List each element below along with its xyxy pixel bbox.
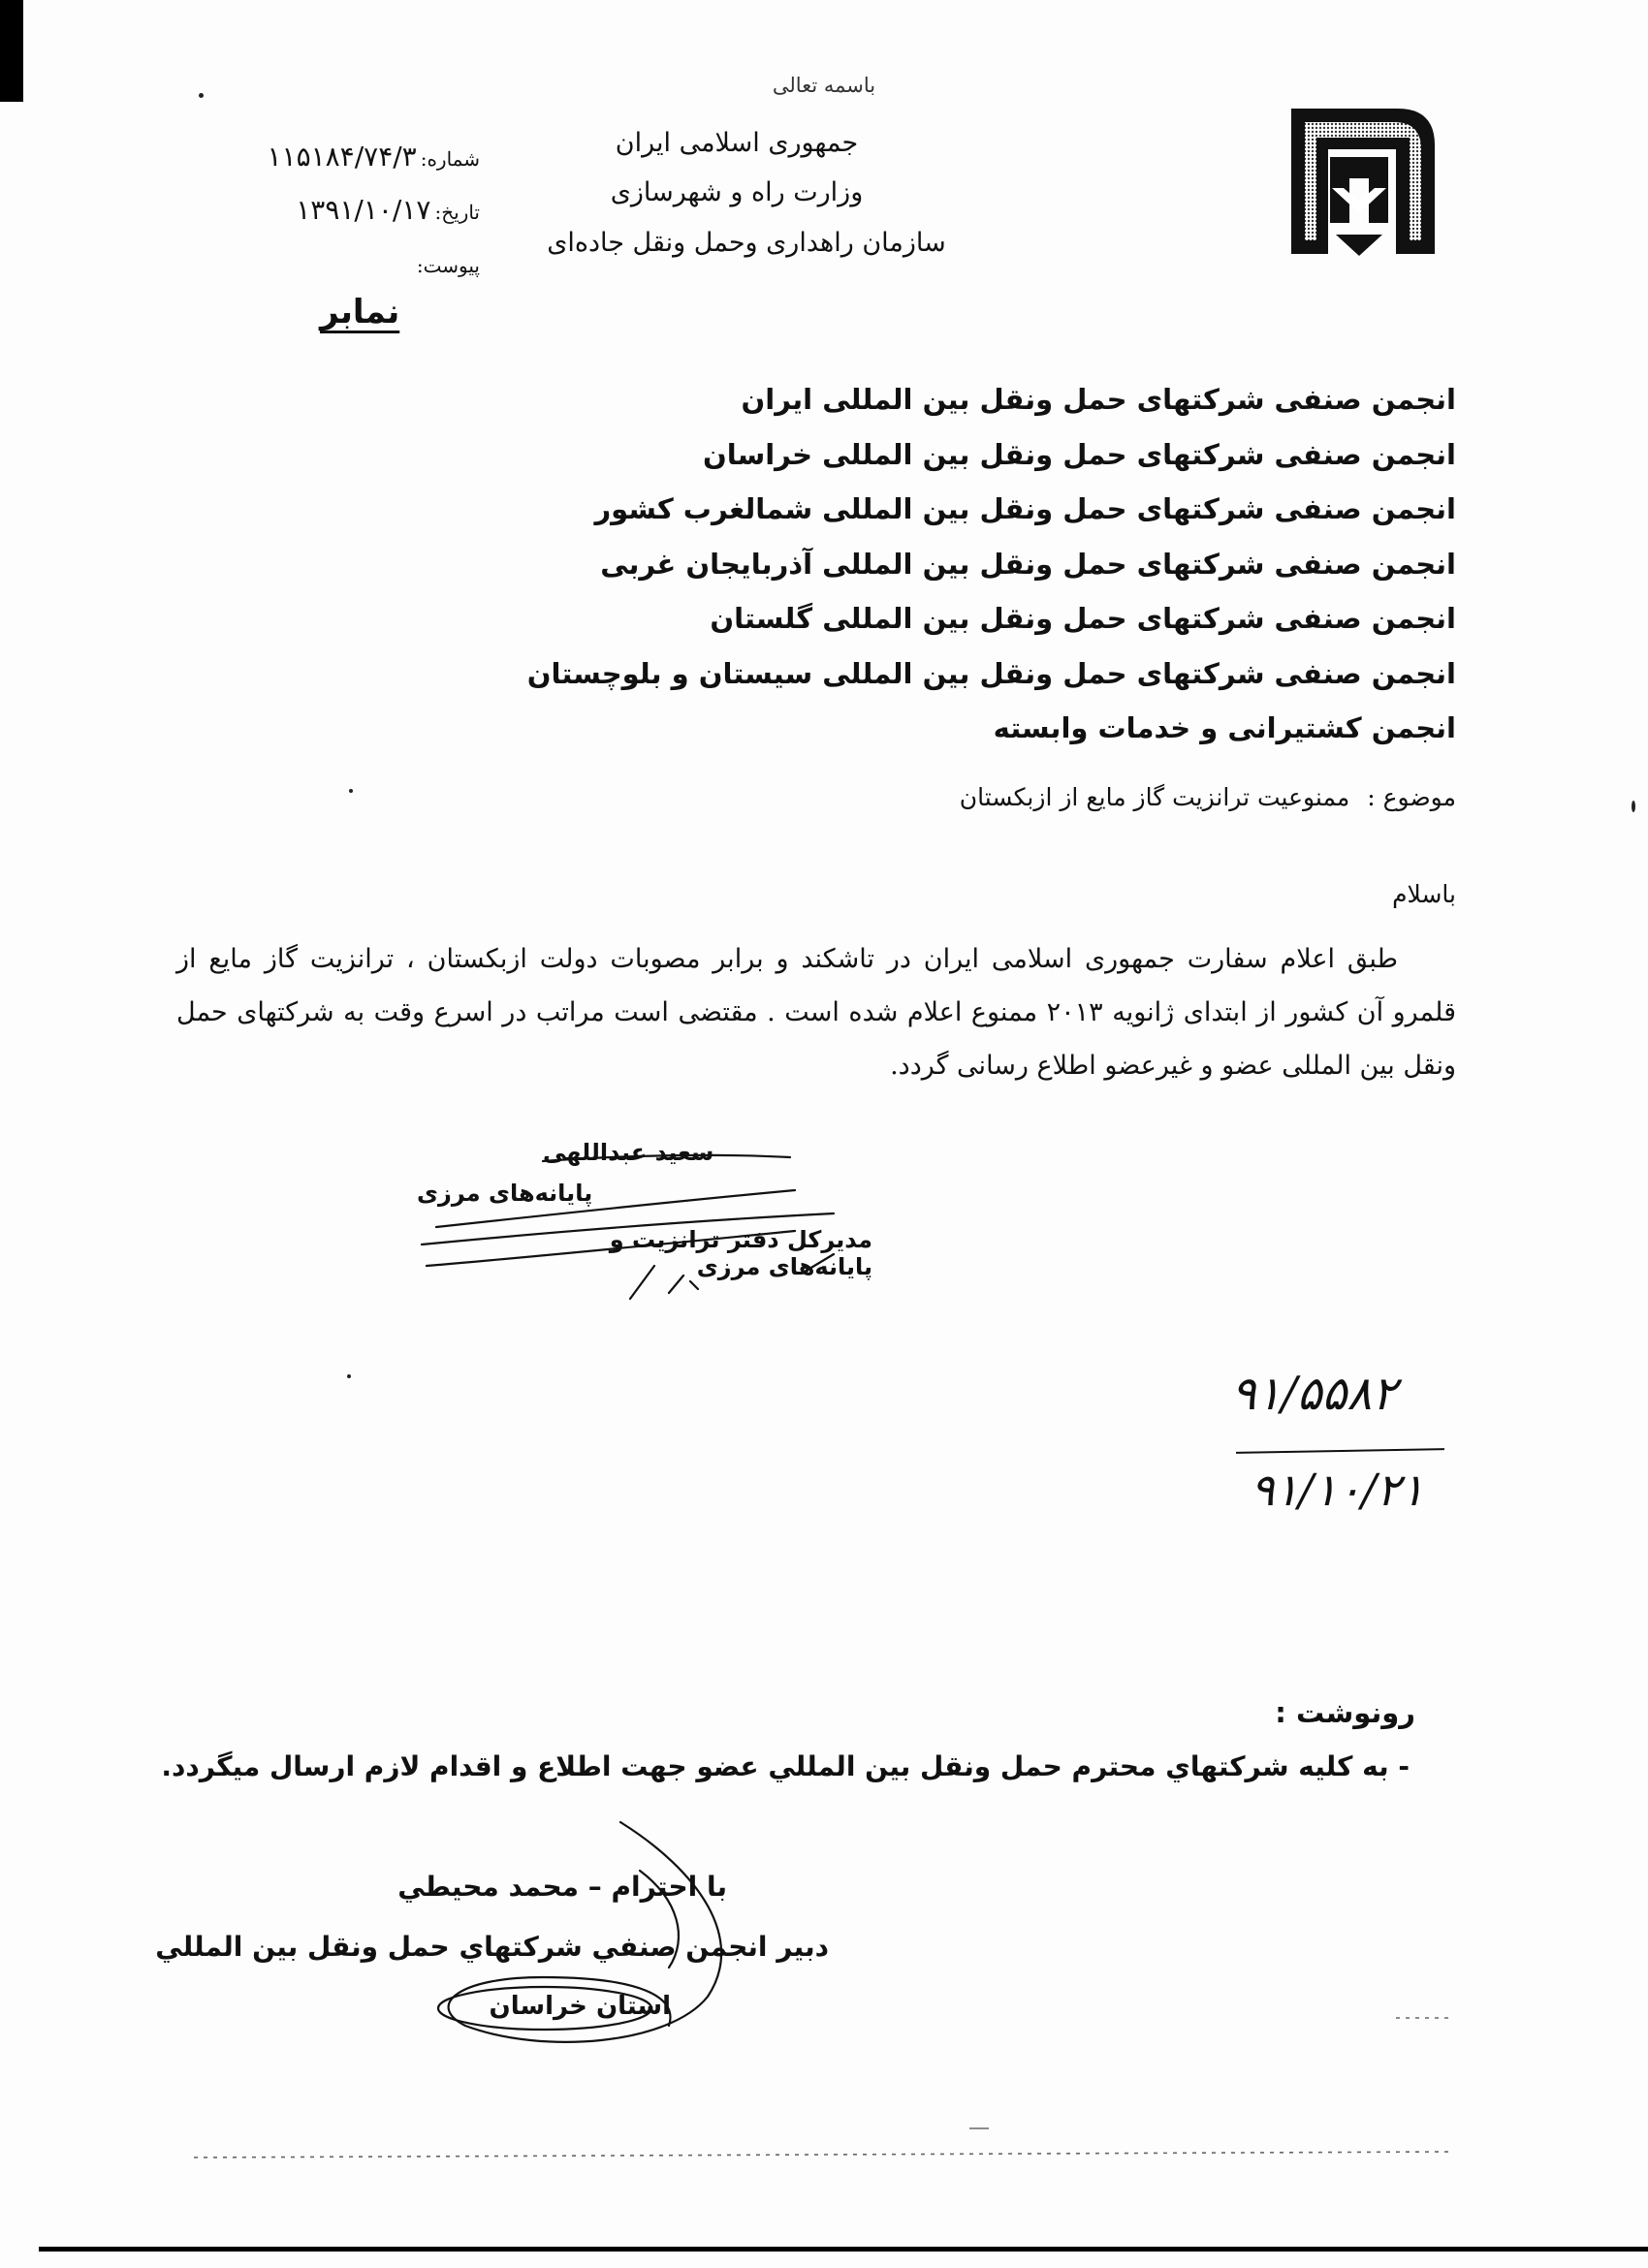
letter-date: [218, 194, 480, 226]
letter-attachment-label: پیوست:: [416, 254, 480, 277]
recipient-line: انجمن صنفی شرکتهای حمل ونقل بین المللی سیستان و بلوچستان: [526, 656, 1456, 690]
subject-label: موضوع :: [1367, 783, 1456, 811]
road-maintenance-logo-icon: [1272, 99, 1446, 264]
sender-title-line1: پایانه‌های مرزی: [417, 1180, 593, 1207]
recipient-line: انجمن صنفی شرکتهای حمل ونقل بین المللی ایران: [741, 383, 1456, 416]
closing-province: استان خراسان: [489, 1992, 671, 2021]
recipient-line: انجمن صنفی شرکتهای حمل ونقل بین المللی خراسان: [703, 437, 1456, 471]
bismillah: باسمه تعالی: [772, 74, 876, 97]
scan-speck: [1632, 801, 1635, 812]
letter-number: [218, 141, 480, 173]
letter-date-value: ۱۳۹۱/۱۰/۱۷: [296, 194, 431, 226]
copy-text: - به کلیه شرکتهاي محترم حمل ونقل بين المللي عضو جهت اطلاع و اقدام لازم ارسال ميگردد.: [161, 1750, 1410, 1782]
sender-name: سعید عبداللهی: [543, 1139, 714, 1166]
scan-edge-mark: [0, 0, 23, 102]
letterhead-ministry: وزارت راه و شهرسازی: [610, 177, 864, 207]
copy-label: رونوشت :: [1275, 1696, 1415, 1729]
recipient-list: [293, 372, 1456, 756]
letter-attachment: [218, 247, 480, 279]
closing-regards: با احترام – محمد محيطي: [397, 1871, 727, 1903]
handwritten-divider: [1236, 1448, 1444, 1454]
letter-number-label: شماره:: [420, 147, 480, 171]
closing-title: دبير انجمن صنفي شركتهاي حمل ونقل بين المللي: [155, 1931, 829, 1963]
letter-date-label: تاریخ:: [434, 201, 480, 224]
letterhead-organization: سازمان راهداری وحمل ونقل جاده‌ای: [547, 228, 946, 258]
handwritten-reference-date: ۹۱/۱۰/۲۱: [1251, 1464, 1425, 1516]
subject-line: [293, 783, 1456, 811]
recipient-line: انجمن کشتیرانی و خدمات وابسته: [993, 711, 1456, 744]
letter-body: طبق اعلام سفارت جمهوری اسلامی ایران در تاشکند و برابر مصوبات دولت ازبکستان ، ترانزیت گاز مایع از قلمرو آن کشور از ابتدای ژانویه ۲۰۱۳ ممنوع اعلام شده است . مقتضی است مراتب در اسرع وقت به شرکتهای حمل ونقل بین المللی عضو و غیرعضو اطلاع رسانی گردد.: [176, 944, 1456, 1081]
handwritten-reference-number: ۹۱/۵۵۸۲: [1231, 1367, 1397, 1421]
recipient-line: انجمن صنفی شرکتهای حمل ونقل بین المللی گلستان: [710, 602, 1456, 635]
letterhead-country: جمهوری اسلامی ایران: [615, 128, 859, 158]
recipient-line: انجمن صنفی شرکتهای حمل ونقل بین المللی آذربایجان غربی: [600, 547, 1456, 581]
sender-signature-block: [407, 1139, 872, 1333]
scan-speck: [199, 93, 204, 98]
greeting: باسلام: [1392, 880, 1456, 908]
dotted-line: [194, 2152, 1454, 2158]
recipient-line: انجمن صنفی شرکتهای حمل ونقل بین المللی شمالغرب کشور: [594, 492, 1456, 525]
scan-bottom-line: [39, 2247, 1648, 2252]
scan-speck: [347, 1374, 351, 1378]
letter-number-value: ۱۱۵۱۸۴/۷۴/۳: [267, 141, 417, 173]
sender-title-line2: مدیرکل دفتر ترانزیت و پایانه‌های مرزی: [609, 1226, 872, 1280]
subject-text: ممنوعیت ترانزیت گاز مایع از ازبکستان: [959, 783, 1350, 811]
fax-label: نمابر: [320, 293, 400, 331]
